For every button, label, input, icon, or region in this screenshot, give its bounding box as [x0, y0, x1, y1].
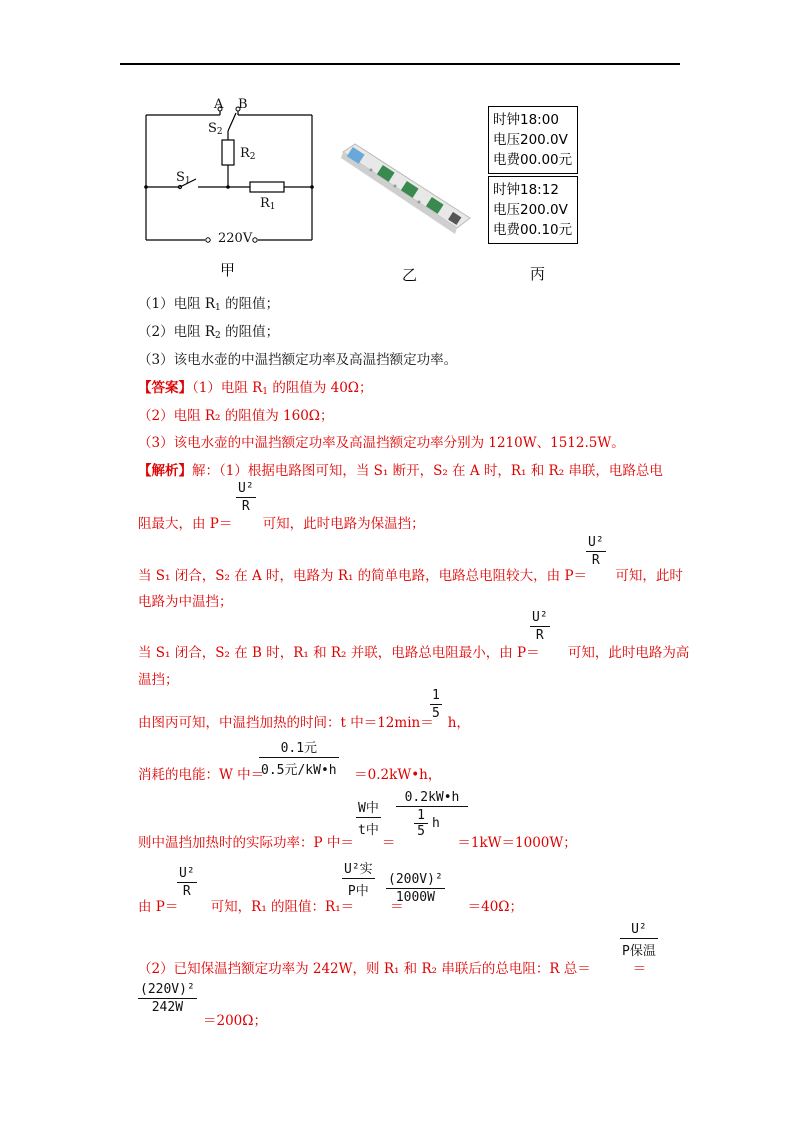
analysis-p7: 由 P＝ 可知，R₁ 的阻值：R₁＝ ＝ ＝40Ω；	[138, 899, 523, 915]
label-r2: $R_2$	[240, 146, 256, 162]
fraction-u-shi: U²实 P中	[344, 862, 373, 899]
question-1: （1）电阻 $R_1$ 的阻值；	[138, 296, 280, 313]
analysis-p9: ＝200Ω；	[203, 1013, 267, 1029]
label-r1: $R_1$	[260, 196, 276, 212]
fraction-u2-baowen: U² P保温	[622, 922, 656, 959]
fraction-u2-r-2: U² R	[588, 535, 604, 568]
label-s1: $S_1$	[176, 170, 191, 186]
answer-3: （3）该电水壶的中温挡额定功率及高温挡额定功率分别为 1210W、1512.5W。	[138, 435, 625, 451]
label-a: A	[214, 97, 224, 112]
label-source: 220V	[218, 231, 253, 246]
fraction-one-fifth: 1 5	[432, 688, 440, 721]
circuit-diagram	[140, 95, 330, 250]
question-3: （3）该电水壶的中温挡额定功率及高温挡额定功率。	[138, 352, 458, 368]
meter-after-clock: 时钟18:12	[493, 182, 559, 198]
fraction-r-total-calc: (220V)² 242W	[140, 982, 195, 1015]
analysis-p3b: 温挡；	[138, 672, 179, 688]
analysis-p3: 当 S₁ 闭合，S₂ 在 B 时，R₁ 和 R₂ 并联，电路总电阻最小，由 P＝ 可知，此时电路为高	[138, 645, 690, 661]
fraction-r1-calc: (200V)² 1000W	[388, 872, 443, 905]
analysis-p2b: 电路为中温挡；	[138, 594, 233, 610]
power-strip-image	[335, 140, 475, 240]
meter-before-cost: 电费00.00元	[493, 152, 573, 168]
label-b: B	[238, 97, 248, 112]
fraction-w-over-t: W中 t中	[358, 801, 379, 838]
caption-bing: 丙	[530, 265, 546, 283]
fraction-energy: 0.1元 0.5元/kW•h	[261, 741, 337, 778]
fraction-u2-r-3: U² R	[532, 610, 548, 643]
analysis-p5: 消耗的电能：W 中＝ ＝0.2kW•h，	[138, 767, 442, 783]
analysis-p4: 由图丙可知，中温挡加热的时间：t 中＝12min＝ h，	[138, 715, 470, 731]
label-s2: $S_2$	[208, 121, 223, 137]
meter-display-before	[488, 106, 578, 174]
meter-before-clock: 时钟18:00	[493, 112, 559, 128]
answer-1: 【答案】（1）电阻 $R_1$ 的阻值为 40Ω；	[138, 380, 373, 397]
answer-2: （2）电阻 R₂ 的阻值为 160Ω；	[138, 408, 334, 424]
caption-jia: 甲	[220, 261, 236, 279]
question-2: （2）电阻 $R_2$ 的阻值；	[138, 324, 280, 341]
caption-yi: 乙	[402, 266, 418, 284]
header-rule	[120, 63, 680, 65]
analysis-p6: 则中温挡加热时的实际功率：P 中＝ ＝ ＝1kW＝1000W；	[138, 835, 577, 851]
meter-display-after	[488, 176, 578, 244]
analysis-p1b: 阻最大，由 P＝ 可知，此时电路为保温挡；	[138, 516, 425, 532]
meter-before-voltage: 电压200.0V	[493, 132, 568, 148]
analysis-p1: 【解析】解：（1）根据电路图可知，当 S₁ 断开，S₂ 在 A 时，R₁ 和 R₂ 串联，电路总电	[138, 463, 663, 479]
analysis-p2: 当 S₁ 闭合，S₂ 在 A 时，电路为 R₁ 的简单电路，电路总电阻较大，由 P＝ 可知，此时	[138, 568, 683, 584]
fraction-u2-r-4: U² R	[179, 866, 195, 899]
analysis-p8: （2）已知保温挡额定功率为 242W，则 R₁ 和 R₂ 串联后的总电阻：R 总＝ ＝	[138, 961, 647, 977]
meter-after-voltage: 电压200.0V	[493, 202, 568, 218]
meter-after-cost: 电费00.10元	[493, 222, 573, 238]
fraction-power: 0.2kW•h 1 5 h	[396, 790, 468, 838]
fraction-u2-r: U² R	[238, 481, 254, 514]
